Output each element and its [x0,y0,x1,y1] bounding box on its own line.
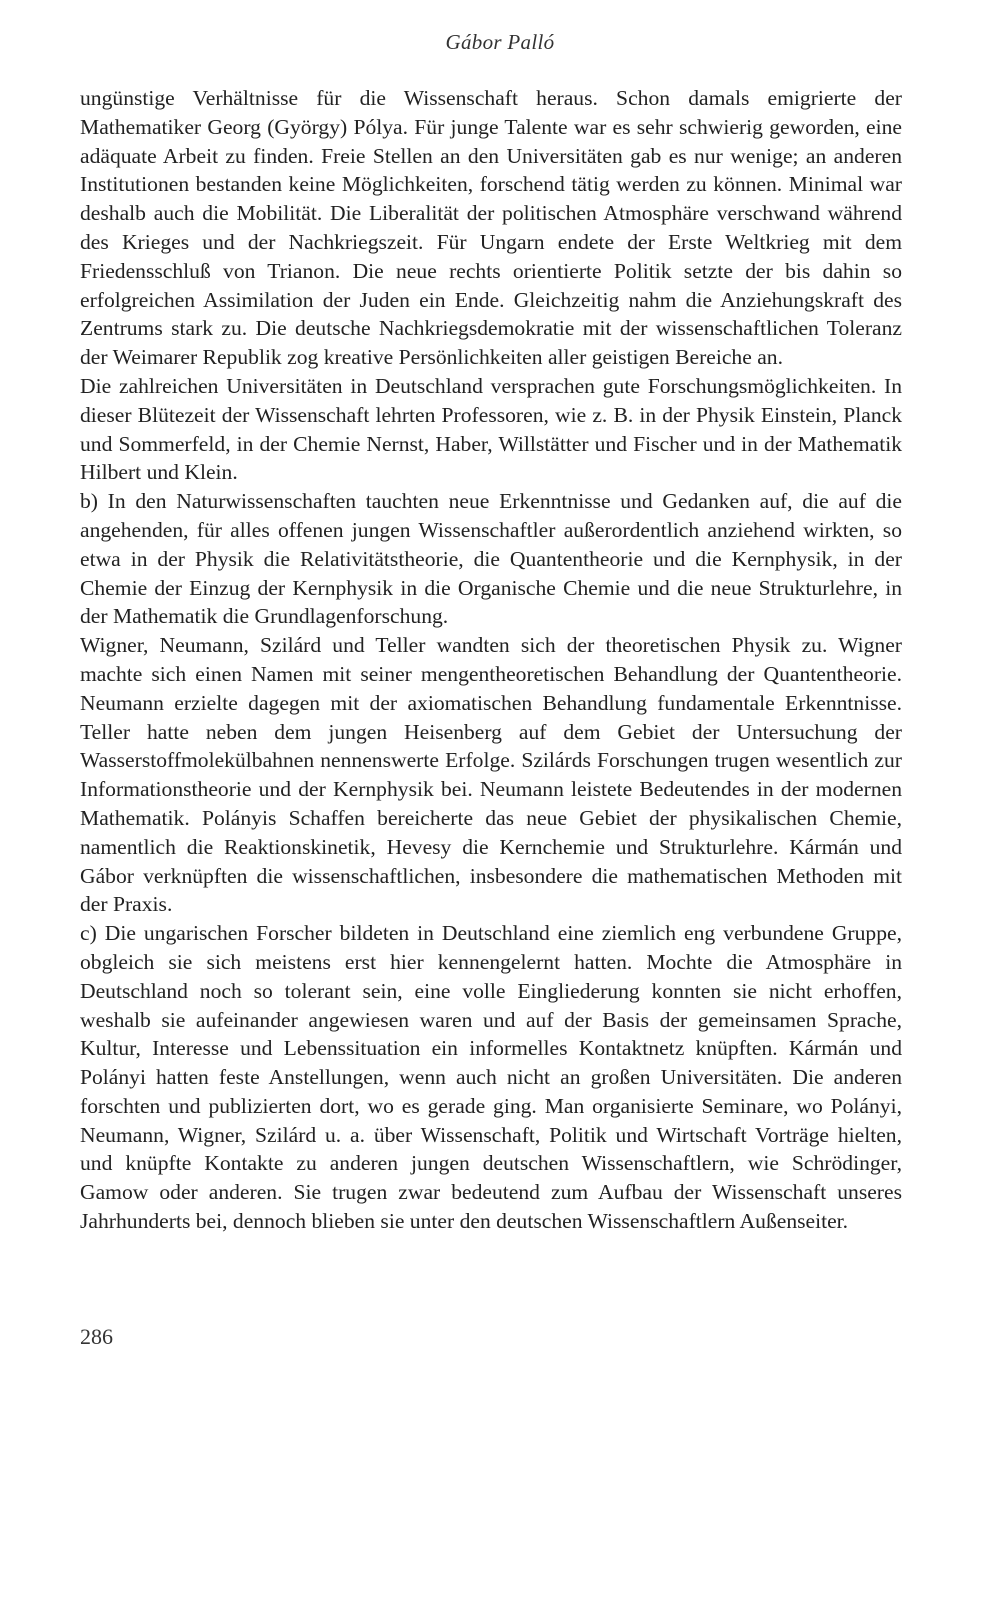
paragraph-1: ungünstige Verhältnisse für die Wissenschaft heraus. Schon damals emigrierte der Mathematiker Georg (György) Pólya. Für junge Talente war es sehr schwierig geworden, eine adäquate Arbeit zu finden. Freie Stellen an den Universitäten gab es nur wenige; an anderen Institutionen bestanden keine Möglichkeiten, forschend tätig werden zu können. Minimal war deshalb auch die Mobilität. Die Liberalität der politischen Atmosphäre verschwand während des Krieges und der Nachkriegszeit. Für Ungarn endete der Erste Weltkrieg mit dem Friedensschluß von Trianon. Die neue rechts orientierte Politik setzte der bis dahin so erfolgreichen Assimilation der Juden ein Ende. Gleichzeitig nahm die Anziehungskraft des Zentrums stark zu. Die deutsche Nachkriegsdemokratie mit der wissenschaftlichen Toleranz der Weimarer Republik zog kreative Persönlichkeiten aller geistigen Bereiche an. [80,86,902,370]
paragraph-3-section-b: b) In den Naturwissenschaften tauchten neue Erkenntnisse und Gedanken auf, die auf die angehenden, für alles offenen jungen Wissenschaftler außerordentlich anziehend wirkten, so etwa in der Physik die Relativitätstheorie, die Quantentheorie und die Kernphysik, in der Chemie der Einzug der Kernphysik in die Organische Chemie und die neue Strukturlehre, in der Mathematik die Grundlagenforschung. [80,489,902,629]
page-number: 286 [80,1324,113,1349]
running-head-author: Gábor Palló [445,30,555,54]
paragraph-4: Wigner, Neumann, Szilárd und Teller wandten sich der theoretischen Physik zu. Wigner machte sich einen Namen mit seiner mengentheoretischen Behandlung der Quantentheorie. Neumann erzielte dagegen mit der axiomatischen Behandlung fundamentale Erkenntnisse. Teller hatte neben dem jungen Heisenberg auf dem Gebiet der Untersuchung der Wasserstoffmolekülbahnen nennenswerte Erfolge. Szilárds Forschungen trugen wesentlich zur Informationstheorie und der Kernphysik bei. Neumann leistete Bedeutendes in der modernen Mathematik. Polányis Schaffen bereicherte das neue Gebiet der physikalischen Chemie, namentlich die Reaktionskinetik, Hevesy die Kernchemie und Strukturlehre. Kármán und Gábor verknüpften die wissenschaftlichen, insbesondere die mathematischen Methoden mit der Praxis. [80,633,902,917]
paragraph-5-section-c: c) Die ungarischen Forscher bildeten in Deutschland eine ziemlich eng verbundene Gruppe, obgleich sie sich meistens erst hier kennengelernt hatten. Mochte die Atmosphäre in Deutschland noch so tolerant sein, eine volle Eingliederung konnten sie nicht erhoffen, weshalb sie aufeinander angewiesen waren und auf der Basis der gemeinsamen Sprache, Kultur, Interesse und Lebenssituation ein informelles Kontaktnetz knüpften. Kármán und Polányi hatten feste Anstellungen, wenn auch nicht an großen Universitäten. Die anderen forschten und publizierten dort, wo es gerade ging. Man organisierte Seminare, wo Polányi, Neumann, Wigner, Szilárd u. a. über Wissenschaft, Politik und Wirtschaft Vorträge hielten, und knüpfte Kontakte zu anderen jungen deutschen Wissenschaftlern, wie Schrödinger, Gamow oder anderen. Sie trugen zwar bedeutend zum Aufbau der Wissenschaft unseres Jahrhunderts bei, dennoch blieben sie unter den deutschen Wissenschaftlern Außenseiter. [80,921,902,1234]
body-text [80,84,902,1236]
paragraph-2: Die zahlreichen Universitäten in Deutschland versprachen gute Forschungsmöglichkeiten. In dieser Blütezeit der Wissenschaft lehrten Professoren, wie z. B. in der Physik Einstein, Planck und Sommerfeld, in der Chemie Nernst, Haber, Willstätter und Fischer und in der Mathematik Hilbert und Klein. [80,373,902,485]
